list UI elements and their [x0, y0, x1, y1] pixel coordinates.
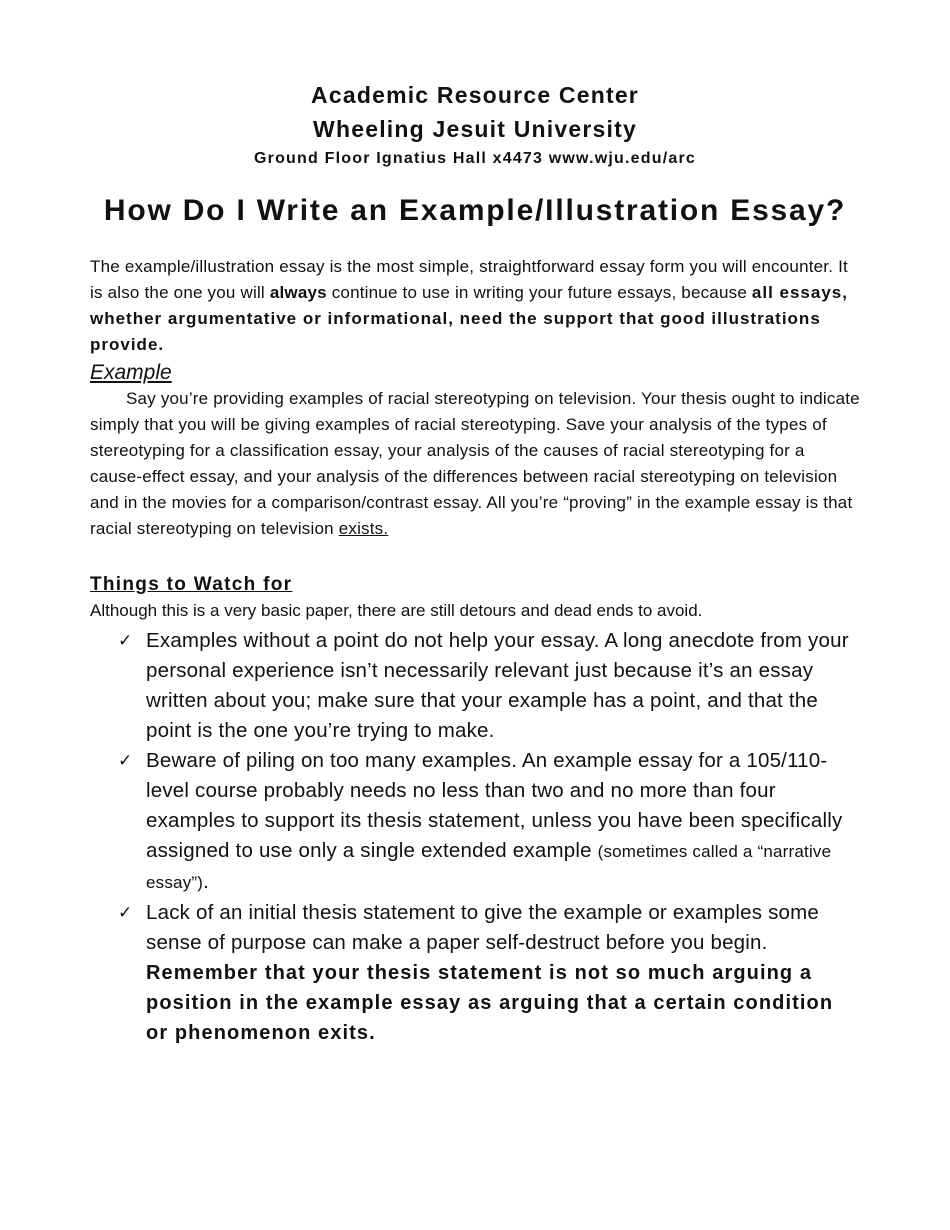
intro-bold-statement: all essays, whether argumentative or informational, need the support that good illustrations provide. [90, 283, 848, 354]
header-contact-line: Ground Floor Ignatius Hall x4473 www.wju.edu/arc [254, 150, 696, 167]
list-item-small-text: (sometimes called a “narrative essay”) [146, 842, 832, 892]
things-to-watch-heading: Things to Watch for [90, 574, 293, 595]
list-item-bold-text: Remember that your thesis statement is not so much arguing a position in the example essay as arguing that a certain condition or phenomenon exits. [146, 962, 834, 1044]
page-title: How Do I Write an Example/Illustration Essay? [103, 194, 847, 227]
list-item-text: Examples without a point do not help your essay. A long anecdote from your personal experience isn’t necessarily relevant just because it’s an essay written about you; make sure that your example has a point, and that the point is the one you’re trying to make. [146, 629, 849, 742]
list-item-text: Beware of piling on too many examples. An example essay for a 105/110-level course probably needs no less than two and no more than four examples to support its thesis statement, unless you have been specifically assigned to use only a single extended example [146, 749, 843, 862]
header-university-name: Wheeling Jesuit University [313, 116, 637, 142]
example-underlined-word: exists. [338, 519, 389, 538]
document-header [90, 78, 860, 172]
intro-text-1: The example/illustration essay is the most simple, straightforward essay form you will encounter. It is also the one you will [90, 257, 848, 302]
watch-list [90, 626, 860, 1048]
example-text: Say you’re providing examples of racial stereotyping on television. Your thesis ought to indicate simply that you will be giving examples of racial stereotyping. Save your analysis of the types of stereotyping for a classification essay, your analysis of the causes of racial stereotyping for a cause-effect essay, and your analysis of the differences between racial stereotyping on television and in the movies for a comparison/contrast essay. All you’re “proving” in the example essay is that racial stereotyping on television [90, 389, 860, 538]
example-heading: Example [90, 361, 172, 384]
intro-text-2: continue to use in writing your future essays, because [326, 283, 752, 302]
things-to-watch-intro: Although this is a very basic paper, there are still detours and dead ends to avoid. [90, 601, 703, 620]
intro-bold-always: always [269, 283, 327, 302]
check-mark-icon: ✓ [118, 631, 133, 651]
check-mark-icon: ✓ [118, 903, 133, 923]
example-paragraph [90, 386, 860, 542]
list-item [90, 626, 860, 746]
list-item-text: Lack of an initial thesis statement to give the example or examples some sense of purpose can make a paper self-destruct before you begin. [146, 901, 820, 954]
intro-paragraph [90, 254, 860, 358]
list-item [90, 898, 860, 1048]
list-item [90, 746, 860, 898]
header-center-name: Academic Resource Center [311, 82, 639, 108]
check-mark-icon: ✓ [118, 751, 133, 771]
list-item-end: . [203, 870, 210, 893]
